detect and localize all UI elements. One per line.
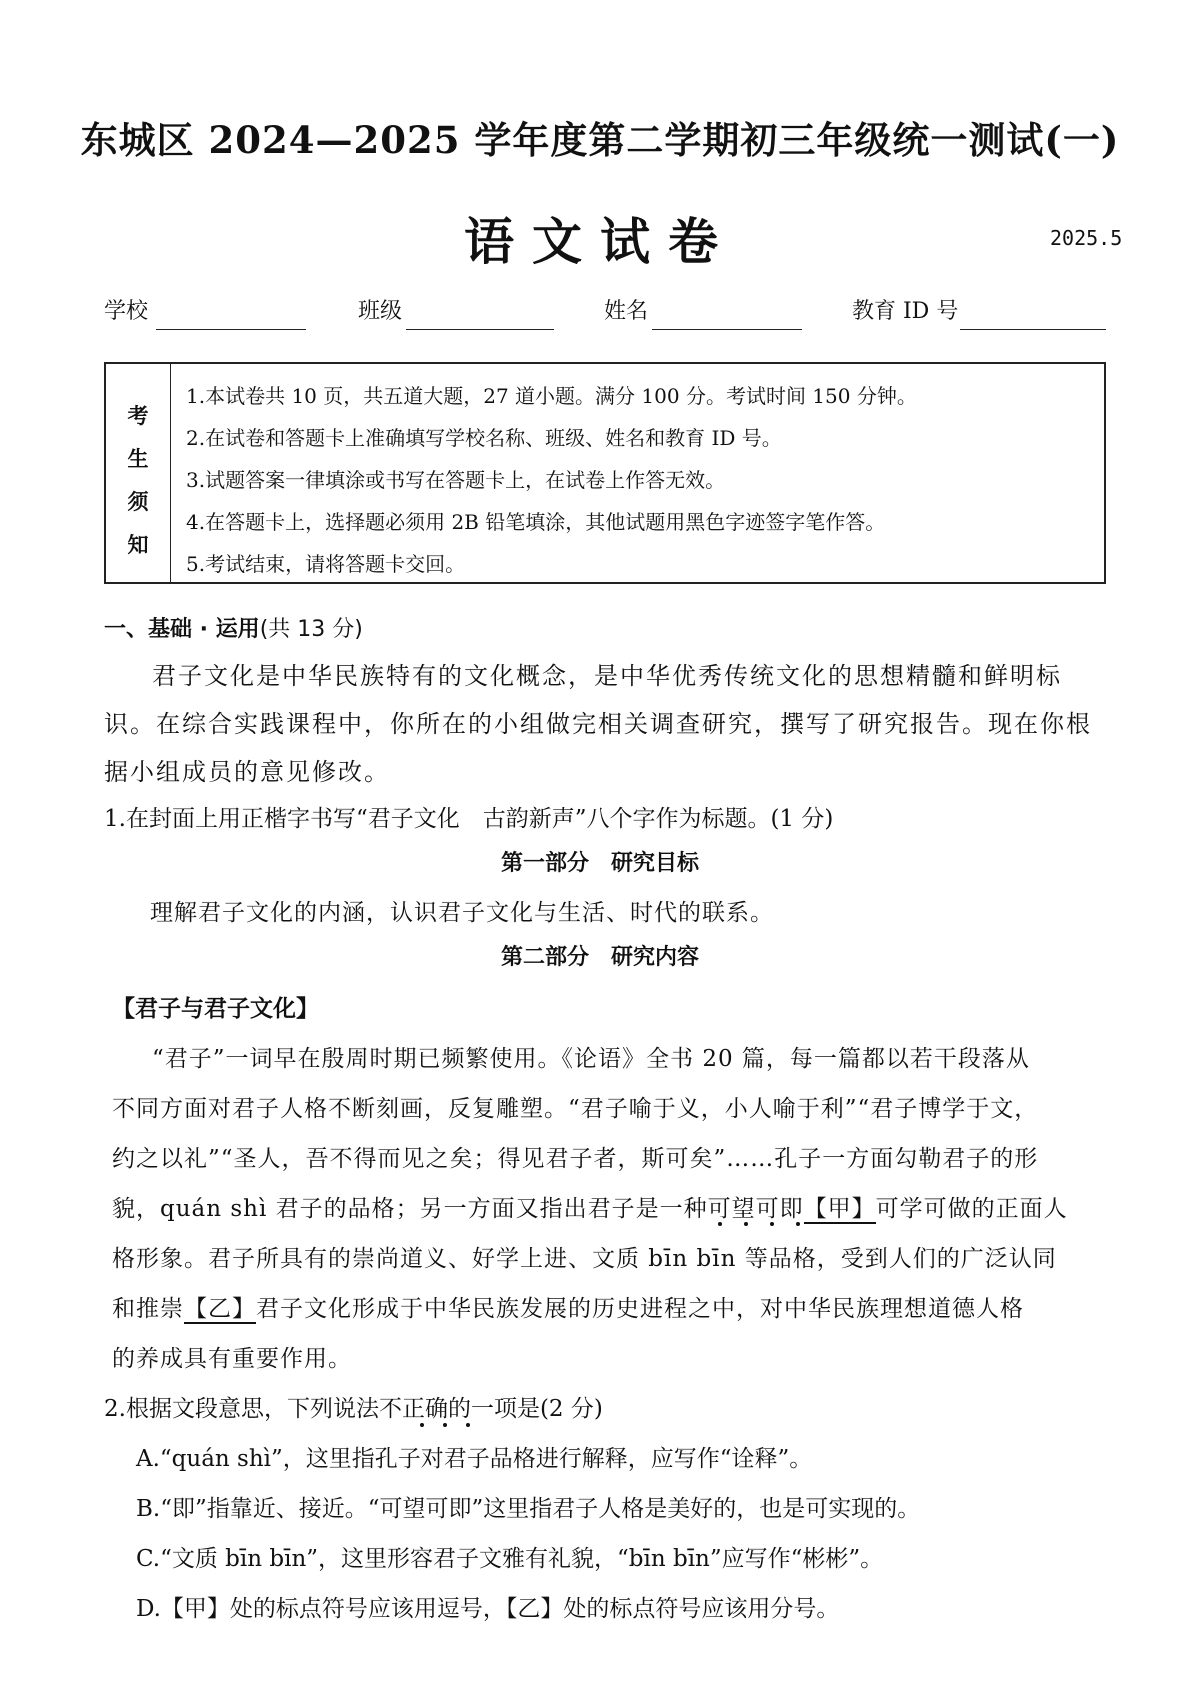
exam-date: 2025.5	[1050, 226, 1123, 250]
emphasis-dot	[420, 1423, 424, 1427]
passage-text: 和推崇	[112, 1296, 184, 1322]
emphasis-dot	[744, 1222, 748, 1226]
section-heading	[104, 612, 363, 643]
part2-heading: 第二部分 研究内容	[500, 945, 699, 970]
option-c: C.“文质 bīn bīn”，这里形容君子文雅有礼貌，“bīn bīn”应写作“彬彬”。	[136, 1546, 884, 1572]
emphasis-dot	[718, 1222, 722, 1226]
notice-divider	[170, 364, 171, 582]
emphasis-dot	[770, 1222, 774, 1226]
notice-item: 2.在试卷和答题卡上准确填写学校名称、班级、姓名和教育 ID 号。	[186, 426, 782, 450]
passage-line: 不同方面对君子人格不断刻画，反复雕塑。“君子喻于义，小人喻于利”“君子博学于文，	[112, 1096, 1039, 1122]
passage-line: 的养成具有重要作用。	[112, 1346, 352, 1372]
option-a: A.“quán shì”，这里指孔子对君子品格进行解释，应写作“诠释”。	[136, 1446, 813, 1472]
part1-heading: 第一部分 研究目标	[500, 851, 699, 876]
passage-line	[112, 1190, 1068, 1223]
notice-item: 3.试题答案一律填涂或书写在答题卡上，在试卷上作答无效。	[186, 468, 726, 492]
name-label: 姓名	[604, 299, 649, 324]
passage-line: 约之以礼”“圣人，吾不得而见之矣；得见君子者，斯可矣”……孔子一方面勾勒君子的形	[112, 1146, 1039, 1172]
notice-side-char: 须	[127, 489, 149, 514]
school-label: 学校	[104, 299, 149, 324]
option-d: D.【甲】处的标点符号应该用逗号，【乙】处的标点符号应该用分号。	[136, 1596, 840, 1622]
stem-text: 的一项是(2 分)	[447, 1396, 603, 1422]
passage-text: 貌，quán shì 君子的品格；另一方面又指出君子是一种	[112, 1196, 708, 1222]
id-field[interactable]	[960, 329, 1106, 330]
emphasis-dot	[796, 1222, 800, 1226]
class-label: 班级	[358, 299, 403, 324]
notice-box	[104, 362, 1106, 584]
notice-side-char: 考	[127, 403, 149, 428]
passage-text: 可学可做的正面人	[875, 1196, 1068, 1222]
notice-side-char: 知	[127, 532, 149, 557]
subject-title: 语文试卷	[464, 212, 736, 271]
intro-line: 据小组成员的意见修改。	[104, 758, 390, 786]
blank-mark-jia: 【甲】	[803, 1196, 876, 1222]
name-field[interactable]	[652, 329, 802, 330]
dotted-phrase: 可望可即	[707, 1196, 804, 1222]
intro-line: 君子文化是中华民族特有的文化概念，是中华优秀传统文化的思想精髓和鲜明标	[152, 662, 1062, 690]
option-b: B.“即”指靠近、接近。“可望可即”这里指君子人格是美好的，也是可实现的。	[136, 1496, 921, 1522]
notice-item: 5.考试结束，请将答题卡交回。	[186, 552, 466, 576]
school-field[interactable]	[156, 329, 306, 330]
passage-line: 格形象。君子所具有的崇尚道义、好学上进、文质 bīn bīn 等品格，受到人们的广泛认同	[112, 1246, 1057, 1272]
part2-subheading: 【君子与君子文化】	[112, 996, 319, 1022]
question-2-stem	[104, 1390, 603, 1423]
passage-line: “君子”一词早在殷周时期已频繁使用。《论语》全书 20 篇，每一篇都以若干段落从	[152, 1046, 1030, 1072]
question-1: 1.在封面上用正楷字书写“君子文化 古韵新声”八个字作为标题。(1 分)	[104, 806, 834, 832]
emphasis-dot	[466, 1423, 470, 1427]
emphasis-dot	[443, 1423, 447, 1427]
section-score: (共 13 分)	[259, 617, 363, 642]
exam-title: 东城区 2024—2025 学年度第二学期初三年级统一测试(一)	[80, 118, 1120, 162]
section-title: 一、基础 · 运用	[104, 617, 260, 642]
notice-item: 1.本试卷共 10 页，共五道大题，27 道小题。满分 100 分。考试时间 150 分钟。	[186, 384, 917, 408]
class-field[interactable]	[406, 329, 554, 330]
blank-mark-yi: 【乙】	[184, 1296, 256, 1322]
intro-line: 识。在综合实践课程中，你所在的小组做完相关调查研究，撰写了研究报告。现在你根	[104, 710, 1092, 738]
notice-side-label	[106, 394, 170, 566]
stem-text: 2.根据文段意思，下列说法	[104, 1396, 379, 1422]
id-label: 教育 ID 号	[852, 299, 959, 324]
part1-text: 理解君子文化的内涵，认识君子文化与生活、时代的联系。	[150, 900, 774, 926]
notice-side-char: 生	[127, 446, 149, 471]
notice-item: 4.在答题卡上，选择题必须用 2B 铅笔填涂，其他试题用黑色字迹签字笔作答。	[186, 510, 886, 534]
passage-text: 君子文化形成于中华民族发展的历史进程之中，对中华民族理想道德人格	[256, 1296, 1024, 1322]
dotted-phrase: 不正确	[378, 1396, 448, 1422]
passage-line	[112, 1290, 1024, 1323]
